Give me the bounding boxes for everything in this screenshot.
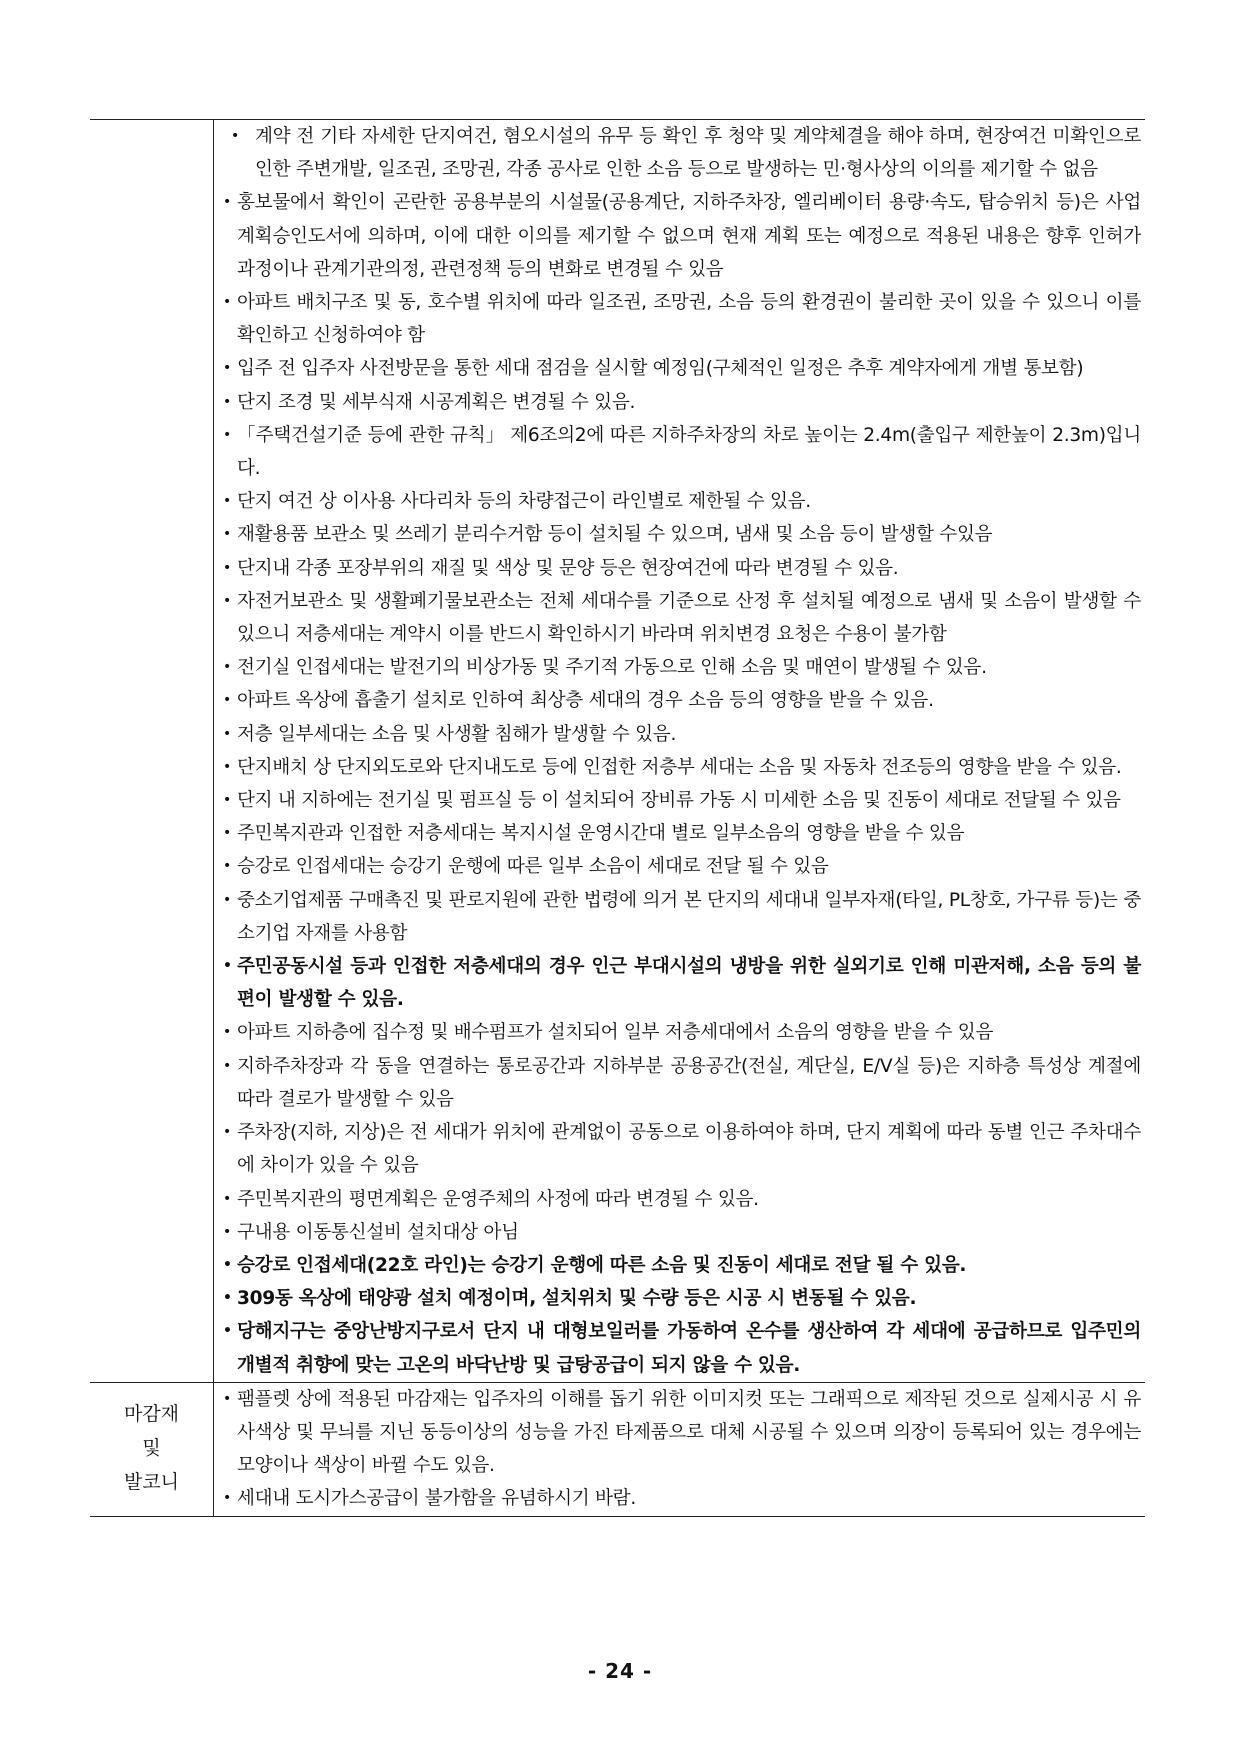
- finishes-notice-list: [214, 1382, 1146, 1516]
- notice-item: [221, 950, 1141, 1016]
- bullet-icon: •: [223, 194, 231, 211]
- notice-item: [221, 1482, 1141, 1515]
- bullet-icon: •: [223, 1323, 232, 1340]
- notice-item-text: 단지 여건 상 이사용 사다리차 등의 차량접근이 라인별로 제한될 수 있음.: [237, 491, 811, 513]
- notice-item: [221, 751, 1141, 784]
- notice-item: [221, 419, 1141, 485]
- notice-item-text: 홍보물에서 확인이 곤란한 공용부분의 시설물(공용계단, 지하주차장, 엘리베이터 용량·속도, 탑승위치 등)은 사업계획승인도서에 의하며, 이에 대한 이의를 제기할 수 없으며 현재 계획 또는 예정으로 적용된 내용은 향후 인허가 과정이나 관계기관의정, 관련정책 등의 변화로 변경될 수 있음: [237, 192, 1141, 280]
- notice-item: [221, 1183, 1141, 1216]
- notice-item: [221, 552, 1141, 585]
- notice-item: [221, 850, 1141, 883]
- bullet-icon: •: [223, 393, 231, 410]
- bullet-icon: •: [223, 294, 231, 311]
- category-label-line: 마감재: [123, 1402, 180, 1425]
- notice-item: [221, 485, 1141, 518]
- notice-item: [221, 1116, 1141, 1182]
- bullet-icon: •: [223, 559, 231, 576]
- bullet-icon: •: [223, 891, 231, 908]
- notice-item: [221, 784, 1141, 817]
- bullet-icon: •: [223, 858, 231, 875]
- notice-item: [221, 1315, 1141, 1381]
- bullet-icon: •: [223, 1223, 231, 1240]
- notice-item-text: 세대내 도시가스공급이 불가함을 유념하시기 바람.: [237, 1488, 636, 1510]
- notice-item-text: 아파트 지하층에 집수정 및 배수펌프가 설치되어 일부 저층세대에서 소음의 영향을 받을 수 있음: [237, 1022, 994, 1044]
- notice-item: [221, 1249, 1141, 1282]
- notice-item-text: 저층 일부세대는 소음 및 사생활 침해가 발생할 수 있음.: [237, 723, 677, 745]
- notice-item-text: 재활용품 보관소 및 쓰레기 분리수거함 등이 설치될 수 있으며, 냄새 및 소음 등이 발생할 수있음: [237, 524, 993, 546]
- notice-item: [221, 1282, 1141, 1315]
- notice-item: [221, 651, 1141, 684]
- notice-item: [221, 718, 1141, 751]
- bullet-icon: •: [223, 1190, 231, 1207]
- bullet-icon: •: [231, 128, 239, 144]
- notice-item-text: 팸플렛 상에 적용된 마감재는 입주자의 이해를 돕기 위한 이미지컷 또는 그래픽으로 제작된 것으로 실제시공 시 유사색상 및 무늬를 지닌 동등이상의 성능을 가진 타제품으로 대체 시공될 수 있으며 의장이 등록되어 있는 경우에는 모양이나 색상이 바뀔 수도 있음.: [237, 1388, 1141, 1477]
- notice-item: [221, 1216, 1141, 1249]
- notice-item: [221, 1383, 1141, 1483]
- bullet-icon: •: [223, 493, 231, 510]
- notice-table: [90, 119, 1145, 1517]
- bullet-icon: •: [223, 1256, 232, 1273]
- notice-item-text: 아파트 옥상에 흡출기 설치로 인하여 최상층 세대의 경우 소음 등의 영향을 받을 수 있음.: [237, 690, 934, 712]
- notice-item-text: 자전거보관소 및 생활폐기물보관소는 전체 세대수를 기준으로 산정 후 설치될 예정으로 냄새 및 소음이 발생할 수 있으니 저층세대는 계약시 이를 반드시 확인하시기 바라며 위치변경 요청은 수용이 불가함: [237, 590, 1141, 646]
- notice-item-text: 309동 옥상에 태양광 설치 예정이며, 설치위치 및 수량 등은 시공 시 변동될 수 있음.: [237, 1288, 917, 1310]
- notice-item: [221, 585, 1141, 651]
- general-notice-list: [214, 120, 1146, 1383]
- notice-item-text: 단지 내 지하에는 전기실 및 펌프실 등 이 설치되어 장비류 가동 시 미세한 소음 및 진동이 세대로 전달될 수 있음: [237, 790, 1121, 812]
- bullet-icon: •: [223, 825, 231, 842]
- notice-item: [221, 684, 1141, 717]
- bullet-icon: •: [223, 758, 231, 775]
- row-label-empty: [90, 120, 214, 1383]
- notice-item-text: 지하주차장과 각 동을 연결하는 통로공간과 지하부분 공용공간(전실, 계단실, E/V실 등)은 지하층 특성상 계절에 따라 결로가 발생할 수 있음: [237, 1055, 1141, 1110]
- bullet-icon: •: [223, 526, 231, 543]
- notice-item: [221, 120, 1141, 186]
- notice-item-text: 승강로 인접세대는 승강기 운행에 따른 일부 소음이 세대로 전달 될 수 있음: [237, 856, 829, 878]
- notice-item-text: 계약 전 기타 자세한 단지여건, 혐오시설의 유무 등 확인 후 청약 및 계약체결을 해야 하며, 현장여건 미확인으로 인한 주변개발, 일조권, 조망권, 각종 공사로 인한 소음 등으로 발생하는 민·형사상의 이의를 제기할 수 없음: [255, 126, 1141, 181]
- bullet-icon: •: [223, 426, 231, 443]
- notice-item-text: 입주 전 입주자 사전방문을 통한 세대 점검을 실시할 예정임(구체적인 일정은 추후 계약자에게 개별 통보함): [237, 358, 1084, 380]
- notice-item: [221, 884, 1141, 950]
- notice-row-general: [90, 120, 1145, 1383]
- bullet-icon: •: [223, 1490, 231, 1507]
- notice-item: [221, 386, 1141, 419]
- notice-item: [221, 817, 1141, 850]
- notice-item-text: 주민공동시설 등과 인접한 저층세대의 경우 인근 부대시설의 냉방을 위한 실외기로 인해 미관저해, 소음 등의 불편이 발생할 수 있음.: [237, 956, 1141, 1011]
- notice-item-text: 단지내 각종 포장부위의 재질 및 색상 및 문양 등은 현장여건에 따라 변경될 수 있음.: [237, 557, 899, 579]
- category-label-line: 발코니: [123, 1470, 180, 1493]
- notice-item-text: 아파트 배치구조 및 동, 호수별 위치에 따라 일조권, 조망권, 소음 등의 환경권이 불리한 곳이 있을 수 있으니 이를 확인하고 신청하여야 함: [237, 292, 1141, 347]
- notice-row-finishes: [90, 1382, 1145, 1516]
- bullet-icon: •: [223, 792, 231, 809]
- bullet-icon: •: [223, 692, 231, 709]
- bullet-icon: •: [223, 1124, 231, 1141]
- notice-item-text: 전기실 인접세대는 발전기의 비상가동 및 주기적 가동으로 인해 소음 및 매연이 발생될 수 있음.: [237, 657, 987, 679]
- notice-item-text: 승강로 인접세대(22호 라인)는 승강기 운행에 따른 소음 및 진동이 세대로 전달 될 수 있음.: [237, 1254, 967, 1276]
- notice-item: [221, 1050, 1141, 1116]
- notice-item-text: 당해지구는 중앙난방지구로서 단지 내 대형보일러를 가동하여 온수를 생산하여 각 세대에 공급하므로 입주민의 개별적 취향에 맞는 고온의 바닥난방 및 급탕공급이 되지 않을 수 있음.: [237, 1321, 1141, 1376]
- notice-item-text: 단지 조경 및 세부식재 시공계획은 변경될 수 있음.: [237, 391, 636, 413]
- bullet-icon: •: [223, 360, 231, 377]
- page-number: - 24 -: [587, 1659, 653, 1683]
- notice-item-text: 주민복지관의 평면계획은 운영주체의 사정에 따라 변경될 수 있음.: [237, 1188, 759, 1210]
- notice-item-text: 주차장(지하, 지상)은 전 세대가 위치에 관계없이 공동으로 이용하여야 하며, 단지 계획에 따라 동별 인근 주차대수에 차이가 있을 수 있음: [237, 1122, 1141, 1177]
- notice-item: [221, 352, 1141, 385]
- notice-item: [221, 286, 1141, 352]
- notice-item: [221, 186, 1141, 286]
- notice-item-text: 단지배치 상 단지외도로와 단지내도로 등에 인접한 저층부 세대는 소음 및 자동차 전조등의 영향을 받을 수 있음.: [237, 756, 1122, 778]
- notice-item-text: 주민복지관과 인접한 저층세대는 복지시설 운영시간대 별로 일부소음의 영향을 받을 수 있음: [237, 823, 965, 845]
- bullet-icon: •: [223, 1290, 232, 1307]
- notice-item: [221, 1016, 1141, 1049]
- bullet-icon: •: [223, 1390, 231, 1407]
- notice-item-text: 중소기업제품 구매촉진 및 판로지원에 관한 법령에 의거 본 단지의 세대내 일부자재(타일, PL창호, 가구류 등)는 중소기업 자재를 사용함: [237, 889, 1141, 944]
- notice-item: [221, 518, 1141, 551]
- notice-item-text: 「주택건설기준 등에 관한 규칙」 제6조의2에 따른 지하주차장의 차로 높이는 2.4m(출입구 제한높이 2.3m)입니다.: [237, 424, 1141, 480]
- notice-item-text: 구내용 이동통신설비 설치대상 아님: [237, 1221, 519, 1243]
- bullet-icon: •: [223, 592, 231, 609]
- bullet-icon: •: [223, 659, 231, 676]
- bullet-icon: •: [223, 1057, 231, 1074]
- bullet-icon: •: [223, 1024, 231, 1041]
- row-label-finishes: [90, 1382, 214, 1516]
- category-label-line: 및: [142, 1436, 161, 1459]
- bullet-icon: •: [223, 725, 231, 742]
- bullet-icon: •: [223, 958, 232, 975]
